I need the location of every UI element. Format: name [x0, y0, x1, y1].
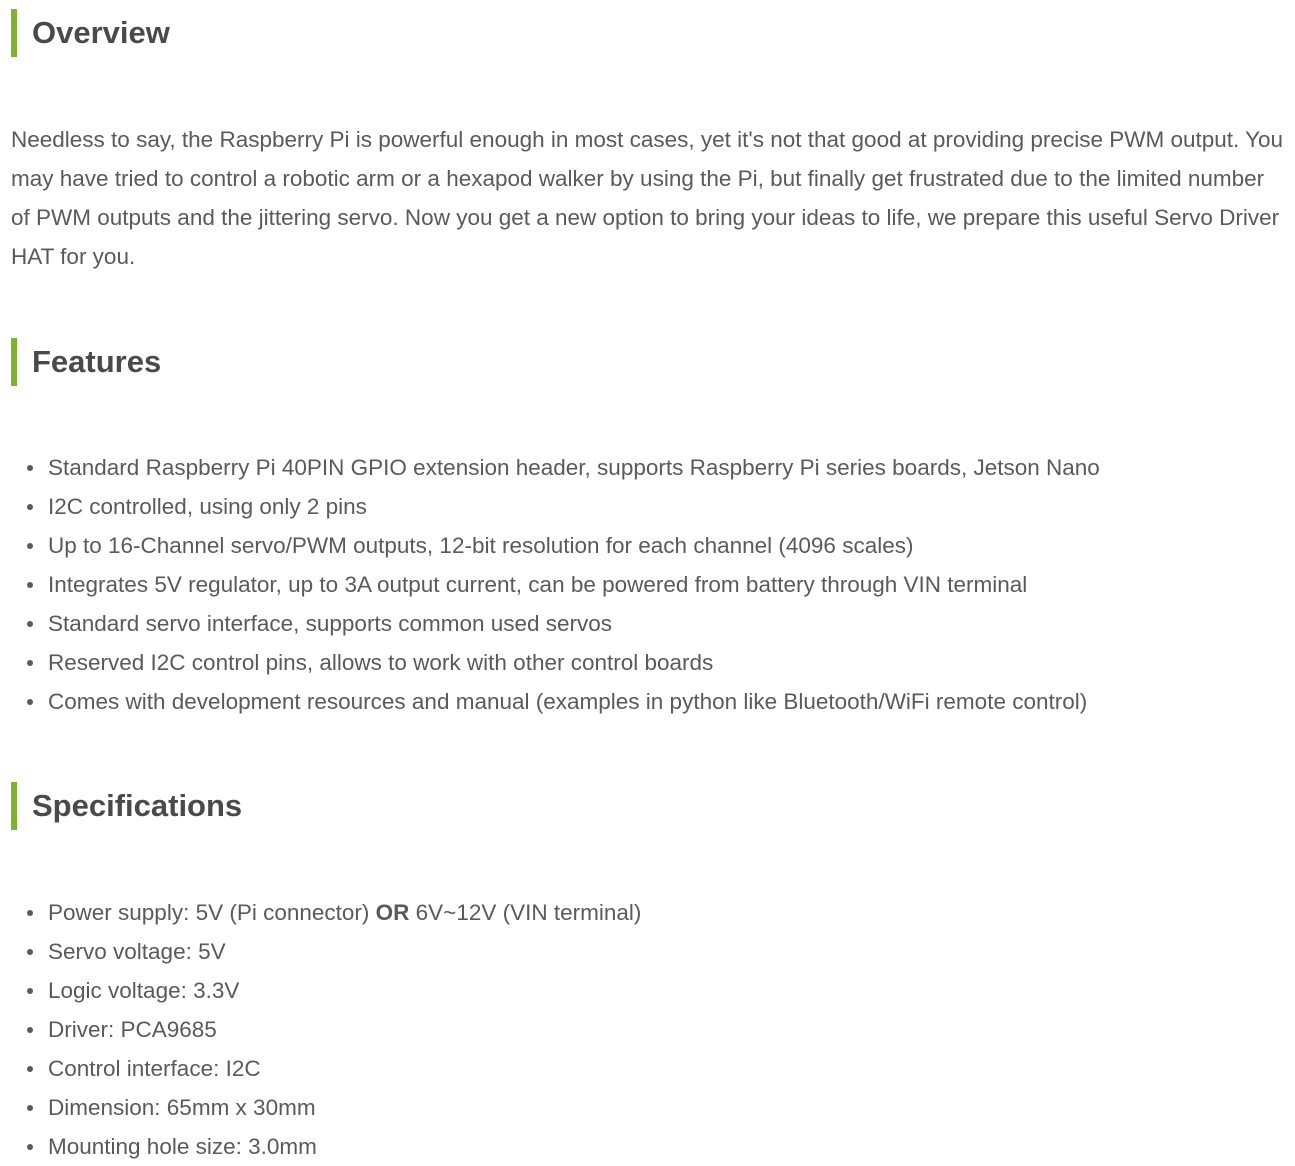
features-list — [0, 448, 1295, 721]
spec-power-before: Power supply: 5V (Pi connector) — [48, 900, 376, 925]
spec-power-after: 6V~12V (VIN terminal) — [409, 900, 642, 925]
bullet-icon — [27, 1066, 33, 1072]
specifications-heading-text: Specifications — [32, 788, 243, 823]
spec-text: Logic voltage: 3.3V — [48, 978, 240, 1003]
feature-text: I2C controlled, using only 2 pins — [48, 494, 367, 519]
bullet-icon — [27, 949, 33, 955]
bullet-icon — [27, 465, 33, 471]
bullet-icon — [27, 1027, 33, 1033]
overview-paragraph: Needless to say, the Raspberry Pi is powerful enough in most cases, yet it's not that good at providing precise PWM output. You may have tried to control a robotic arm or a hexapod walker by using the Pi, but finally get frustrated due to the limited number of PWM outputs and the jittering servo. Now you get a new option to bring your ideas to life, we prepare this useful Servo Driver HAT for you. — [11, 127, 1284, 269]
bullet-icon — [27, 504, 33, 510]
list-item — [0, 526, 1295, 565]
bullet-icon — [27, 910, 33, 916]
feature-text: Reserved I2C control pins, allows to work with other control boards — [48, 650, 714, 675]
bullet-icon — [27, 582, 33, 588]
bullet-icon — [27, 621, 33, 627]
feature-text: Standard Raspberry Pi 40PIN GPIO extension header, supports Raspberry Pi series boards, Jetson Nano — [48, 455, 1100, 480]
list-item — [0, 1010, 1295, 1049]
list-item — [0, 682, 1295, 721]
feature-text: Comes with development resources and manual (examples in python like Bluetooth/WiFi remote control) — [48, 689, 1088, 714]
spec-power-or: OR — [375, 900, 410, 925]
bullet-icon — [27, 660, 33, 666]
overview-heading-text: Overview — [32, 15, 170, 50]
list-item — [0, 448, 1295, 487]
spec-text: Dimension: 65mm x 30mm — [48, 1095, 316, 1120]
list-item — [0, 893, 1295, 932]
features-heading-text: Features — [32, 344, 162, 379]
list-item — [0, 604, 1295, 643]
list-item — [0, 1127, 1295, 1166]
specifications-list — [0, 893, 1295, 1166]
specifications-heading — [11, 782, 242, 830]
list-item — [0, 643, 1295, 682]
spec-text: Mounting hole size: 3.0mm — [48, 1134, 317, 1159]
feature-text: Integrates 5V regulator, up to 3A output current, can be powered from battery through VIN terminal — [48, 572, 1028, 597]
bullet-icon — [27, 988, 33, 994]
spec-text: Control interface: I2C — [48, 1056, 261, 1081]
list-item — [0, 1049, 1295, 1088]
feature-text: Standard servo interface, supports common used servos — [48, 611, 613, 636]
bullet-icon — [27, 699, 33, 705]
bullet-icon — [27, 1105, 33, 1111]
list-item — [0, 487, 1295, 526]
overview-heading — [11, 9, 170, 57]
list-item — [0, 1088, 1295, 1127]
bullet-icon — [27, 543, 33, 549]
feature-text: Up to 16-Channel servo/PWM outputs, 12-bit resolution for each channel (4096 scales) — [48, 533, 914, 558]
list-item — [0, 932, 1295, 971]
list-item — [0, 971, 1295, 1010]
features-heading — [11, 338, 161, 386]
list-item — [0, 565, 1295, 604]
spec-text: Driver: PCA9685 — [48, 1017, 217, 1042]
bullet-icon — [27, 1144, 33, 1150]
spec-text: Servo voltage: 5V — [48, 939, 226, 964]
